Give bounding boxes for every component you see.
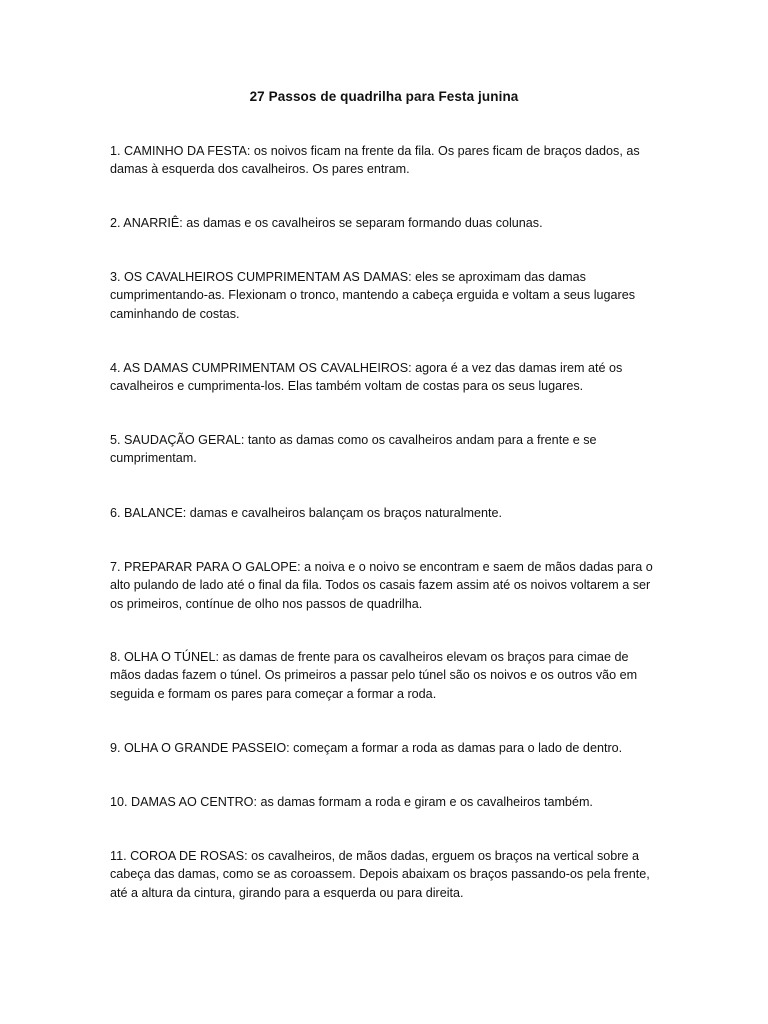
step-2: 2. ANARRIÊ: as damas e os cavalheiros se separam formando duas colunas. xyxy=(110,216,543,230)
step-7: 7. PREPARAR PARA O GALOPE: a noiva e o noivo se encontram e saem de mãos dadas para o alto pulando de lado até o final da fila. Todos os casais fazem assim até os noivos voltarem a ser os primeiros, contínue de olho nos passos de quadrilha. xyxy=(110,560,653,611)
step-4: 4. AS DAMAS CUMPRIMENTAM OS CAVALHEIROS: agora é a vez das damas irem até os cavalheiros e cumprimenta-los. Elas também voltam de costas para os seus lugares. xyxy=(110,361,623,394)
step-3: 3. OS CAVALHEIROS CUMPRIMENTAM AS DAMAS: eles se aproximam das damas cumprimentando-as. Flexionam o tronco, mantendo a cabeça erguida e voltam a seus lugares caminhando de costas. xyxy=(110,270,636,321)
step-11: 11. COROA DE ROSAS: os cavalheiros, de mãos dadas, erguem os braços na vertical sobre a cabeça das damas, como se as coroassem. Depois abaixam os braços passando-os pela frente, até a altura da cintura, girando para a esquerda ou para direita. xyxy=(110,849,650,900)
step-8: 8. OLHA O TÚNEL: as damas de frente para os cavalheiros elevam os braços para cimae de mãos dadas fazem o túnel. Os primeiros a passar pelo túnel são os noivos e os outros vão em seguida e formam os pares para começar a formar a roda. xyxy=(110,650,638,701)
step-10: 10. DAMAS AO CENTRO: as damas formam a roda e giram e os cavalheiros também. xyxy=(110,795,593,809)
step-1: 1. CAMINHO DA FESTA: os noivos ficam na frente da fila. Os pares ficam de braços dados, as damas à esquerda dos cavalheiros. Os pares entram. xyxy=(110,144,640,177)
document-title: 27 Passos de quadrilha para Festa junina xyxy=(249,89,519,104)
step-5: 5. SAUDAÇÃO GERAL: tanto as damas como os cavalheiros andam para a frente e se cumprimentam. xyxy=(110,433,597,466)
step-9: 9. OLHA O GRANDE PASSEIO: começam a formar a roda as damas para o lado de dentro. xyxy=(110,741,623,755)
step-6: 6. BALANCE: damas e cavalheiros balançam os braços naturalmente. xyxy=(110,506,503,520)
